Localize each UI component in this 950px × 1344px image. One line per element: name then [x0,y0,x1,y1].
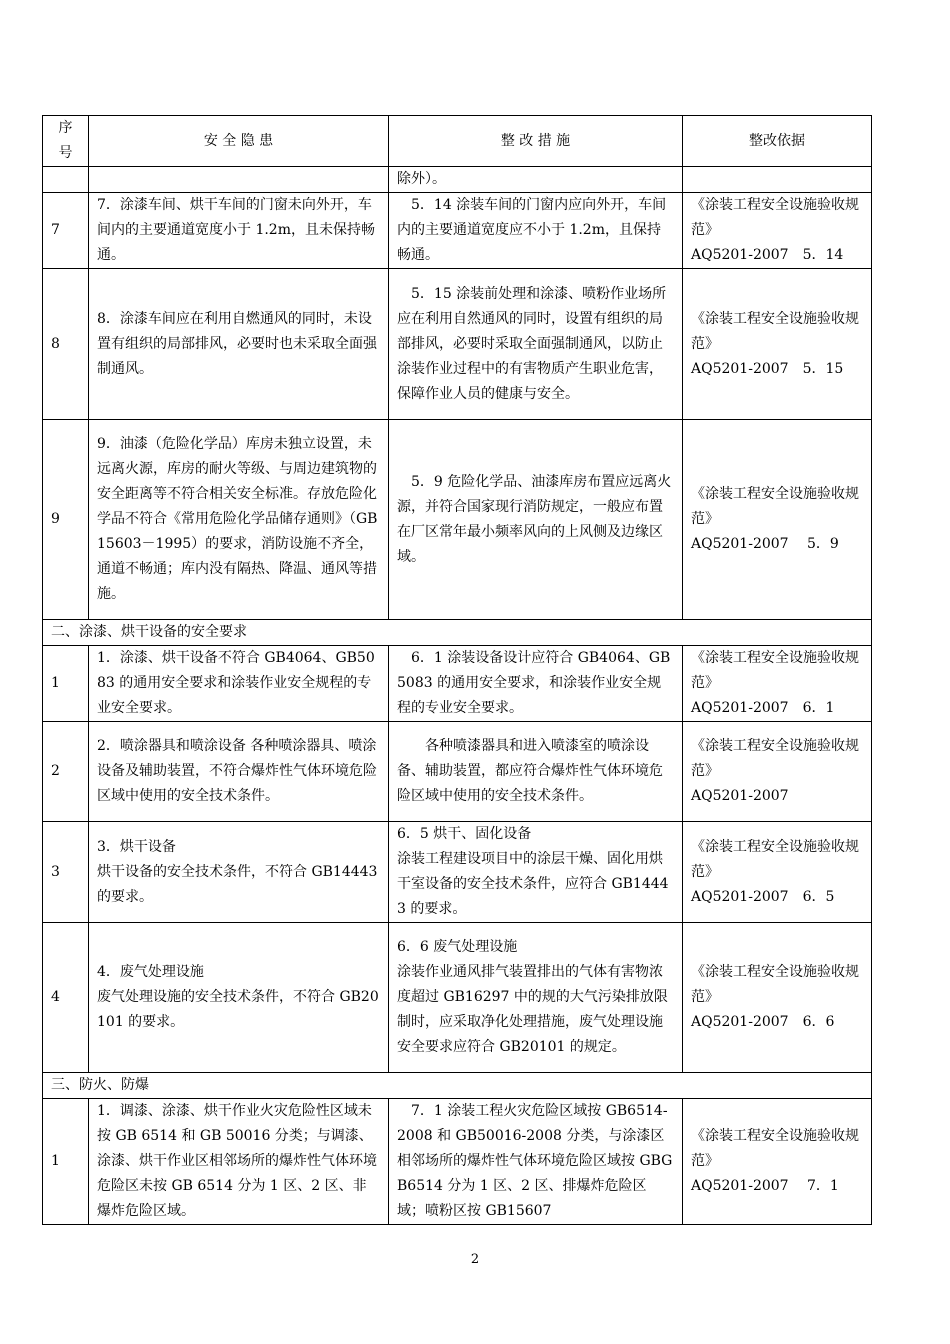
cell-hazard: 1．涂漆、烘干设备不符合 GB4064、GB5083 的通用安全要求和涂装作业安全规程的专业安全要求。 [89,646,389,722]
cell-no: 8 [43,269,89,420]
cell-hazard: 8．涂漆车间应在利用自燃通风的同时，未设置有组织的局部排风，必要时也未采取全面强制通风。 [89,269,389,420]
cell-measure: 5．14 涂装车间的门窗内应向外开，车间内的主要通道宽度应不小于 1.2m，且保持畅通。 [389,193,683,269]
table-row [43,722,872,822]
cell-measure: 6．5 烘干、固化设备 涂装工程建设项目中的涂层干燥、固化用烘干室设备的安全技术条件，应符合 GB14443 的要求。 [389,822,683,923]
table-row [43,269,872,420]
cell-basis: 《涂装工程安全设施验收规范》 AQ5201-2007 5．14 [683,193,872,269]
table-row [43,193,872,269]
cell-basis: 《涂装工程安全设施验收规范》 AQ5201-2007 6．6 [683,923,872,1073]
section-row [43,1073,872,1099]
header-measure: 整 改 措 施 [389,116,683,167]
page-number: 2 [470,1252,480,1267]
header-basis: 整改依据 [683,116,872,167]
hazard-rectification-table [42,115,872,1225]
cell-measure: 6．6 废气处理设施 涂装作业通风排气装置排出的气体有害物浓度超过 GB16297 中的规的大气污染排放限制时，应采取净化处理措施，废气处理设施安全要求应符合 GB20101 的规定。 [389,923,683,1073]
cell-basis: 《涂装工程安全设施验收规范》 AQ5201-2007 6．5 [683,822,872,923]
cell-hazard: 1．调漆、涂漆、烘干作业火灾危险性区域未按 GB 6514 和 GB 50016 分类；与调漆、涂漆、烘干作业区相邻场所的爆炸性气体环境危险区未按 GB 6514 分为 1 区、2 区、非爆炸危险区域。 [89,1099,389,1225]
cell-no: 4 [43,923,89,1073]
cell-no: 7 [43,193,89,269]
cell-basis: 《涂装工程安全设施验收规范》 AQ5201-2007 5．15 [683,269,872,420]
header-hazard: 安 全 隐 患 [89,116,389,167]
cell-hazard: 2．喷涂器具和喷涂设备 各种喷涂器具、喷涂设备及辅助装置，不符合爆炸性气体环境危险区域中使用的安全技术条件。 [89,722,389,822]
continuation-row [43,167,872,193]
cell-no: 1 [43,1099,89,1225]
table-row [43,822,872,923]
cell-measure: 7．1 涂装工程火灾危险区域按 GB6514-2008 和 GB50016-2008 分类，与涂漆区相邻场所的爆炸性气体环境危险区域按 GBGB6514 分为 1 区、2 区、排爆炸危险区域；喷粉区按 GB15607 [389,1099,683,1225]
cell-basis: 《涂装工程安全设施验收规范》 AQ5201-2007 5．9 [683,420,872,620]
cell-no: 9 [43,420,89,620]
cell-hazard: 7．涂漆车间、烘干车间的门窗未向外开，车间内的主要通道宽度小于 1.2m，且未保持畅通。 [89,193,389,269]
cell-measure: 6．1 涂装设备设计应符合 GB4064、GB5083 的通用安全要求，和涂装作业安全规程的专业安全要求。 [389,646,683,722]
cell-hazard: 9．油漆（危险化学品）库房未独立设置，未远离火源，库房的耐火等级、与周边建筑物的安全距离等不符合相关安全标准。存放危险化学品不符合《常用危险化学品储存通则》（GB15603－1995）的要求，消防设施不齐全，通道不畅通；库内没有隔热、降温、通风等措施。 [89,420,389,620]
cell-basis [683,167,872,193]
header-row [43,116,872,167]
cell-basis: 《涂装工程安全设施验收规范》 AQ5201-2007 7．1 [683,1099,872,1225]
cell-no: 3 [43,822,89,923]
table-row [43,646,872,722]
cell-no [43,167,89,193]
cell-hazard: 4．废气处理设施 废气处理设施的安全技术条件，不符合 GB20101 的要求。 [89,923,389,1073]
section-title: 二、涂漆、烘干设备的安全要求 [43,620,872,646]
cell-measure: 5．9 危险化学品、油漆库房布置应远离火源，并符合国家现行消防规定，一般应布置在厂区常年最小频率风向的上风侧及边缘区域。 [389,420,683,620]
cell-no: 1 [43,646,89,722]
section-row [43,620,872,646]
cell-basis: 《涂装工程安全设施验收规范》 AQ5201-2007 [683,722,872,822]
cell-hazard [89,167,389,193]
table-row [43,420,872,620]
cell-measure: 除外）。 [389,167,683,193]
table-row [43,1099,872,1225]
header-no: 序 号 [43,116,89,167]
cell-no: 2 [43,722,89,822]
cell-basis: 《涂装工程安全设施验收规范》 AQ5201-2007 6．1 [683,646,872,722]
table-row [43,923,872,1073]
section-title: 三、防火、防爆 [43,1073,872,1099]
cell-measure: 各种喷漆器具和进入喷漆室的喷涂设备、辅助装置，都应符合爆炸性气体环境危险区域中使用的安全技术条件。 [389,722,683,822]
cell-measure: 5．15 涂装前处理和涂漆、喷粉作业场所应在利用自然通风的同时，设置有组织的局部排风，必要时采取全面强制通风，以防止涂装作业过程中的有害物质产生职业危害，保障作业人员的健康与安全。 [389,269,683,420]
cell-hazard: 3．烘干设备 烘干设备的安全技术条件，不符合 GB14443 的要求。 [89,822,389,923]
